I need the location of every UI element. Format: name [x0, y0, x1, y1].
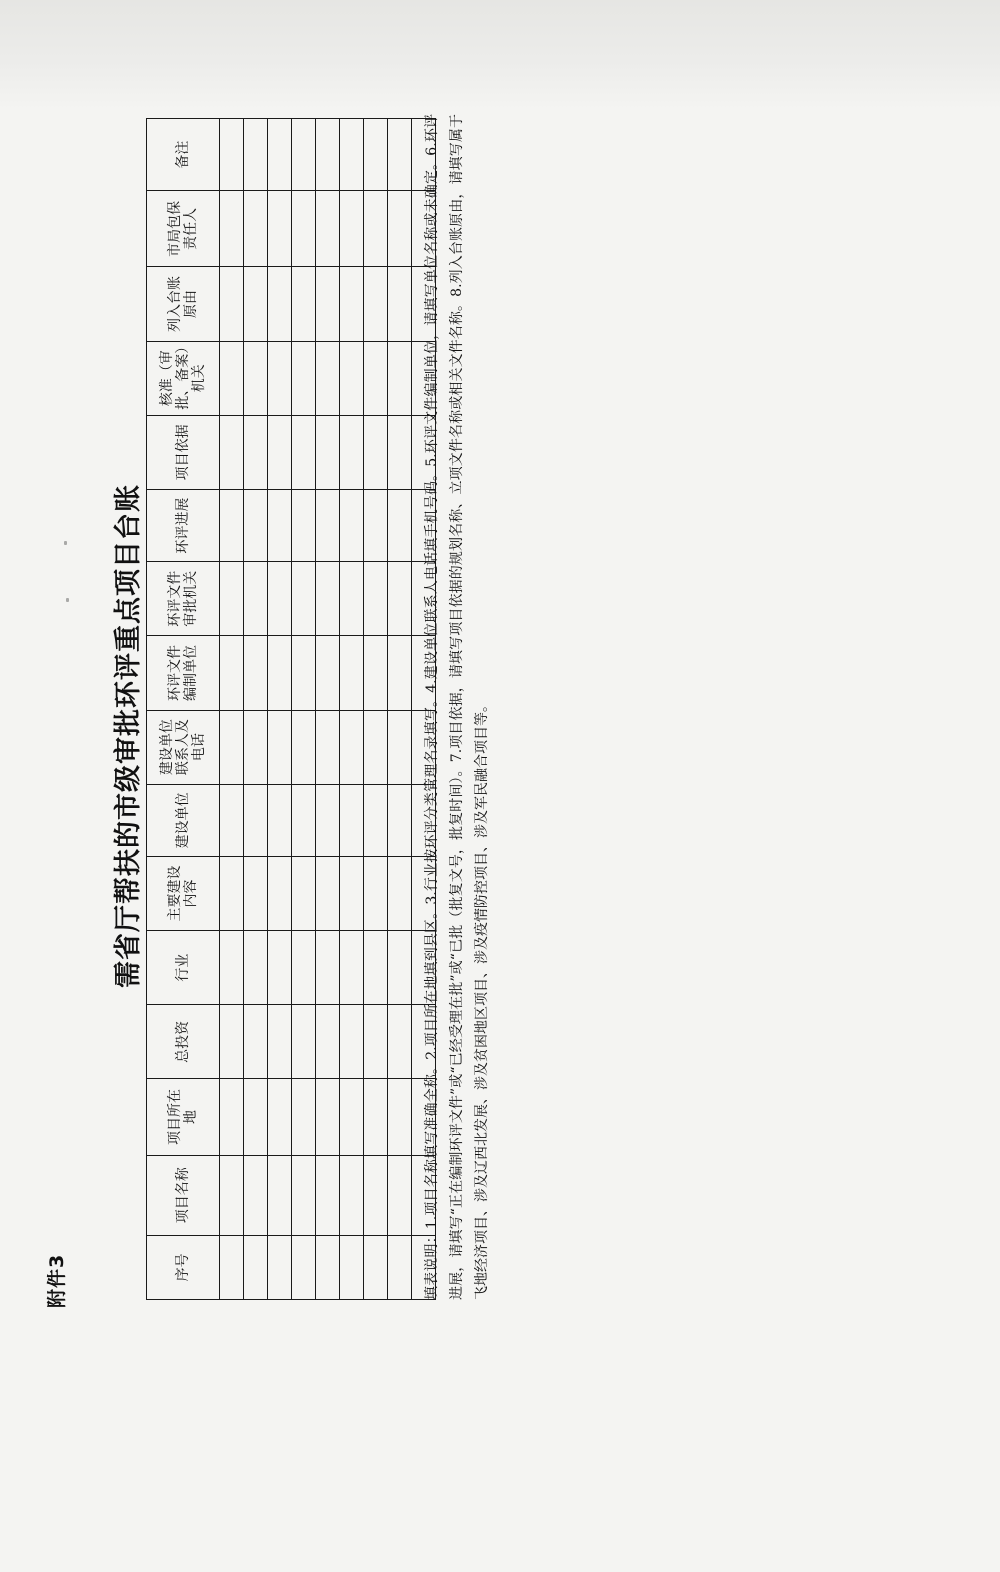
- table-cell: [244, 1235, 268, 1299]
- table-cell: [340, 784, 364, 856]
- table-cell: [244, 636, 268, 710]
- table-cell: [364, 341, 388, 415]
- table-cell: [388, 1235, 412, 1299]
- document-title: 需省厅帮扶的市级审批环评重点项目台账: [113, 484, 144, 988]
- table-cell: [220, 1079, 244, 1155]
- column-header-project-basis: 项目依据: [147, 415, 220, 489]
- table-cell: [340, 119, 364, 191]
- table-cell: [268, 1235, 292, 1299]
- ledger-table: [146, 118, 436, 1300]
- table-cell: [244, 191, 268, 267]
- table-cell: [220, 267, 244, 341]
- table-cell: [220, 341, 244, 415]
- table-cell: [316, 931, 340, 1005]
- table-cell: [316, 636, 340, 710]
- table-cell: [292, 489, 316, 561]
- column-header-project-name: 项目名称: [147, 1155, 220, 1235]
- column-header-eia-approver: 环评文件审批机关: [147, 562, 220, 636]
- table-cell: [388, 341, 412, 415]
- table-cell: [388, 489, 412, 561]
- table-row: [340, 119, 364, 1300]
- table-cell: [268, 784, 292, 856]
- table-cell: [268, 562, 292, 636]
- table-cell: [292, 1005, 316, 1079]
- table-cell: [244, 341, 268, 415]
- column-header-eia-progress: 环评进展: [147, 489, 220, 561]
- table-body: [220, 119, 436, 1300]
- table-cell: [340, 636, 364, 710]
- table-cell: [340, 710, 364, 784]
- table-cell: [364, 1005, 388, 1079]
- table-cell: [388, 931, 412, 1005]
- table-cell: [388, 1155, 412, 1235]
- column-header-listing-reason: 列入台账原由: [147, 267, 220, 341]
- column-header-project-location: 项目所在地: [147, 1079, 220, 1155]
- table-cell: [292, 119, 316, 191]
- table-cell: [364, 1079, 388, 1155]
- table-cell: [388, 710, 412, 784]
- table-cell: [340, 341, 364, 415]
- table-cell: [268, 856, 292, 930]
- table-cell: [220, 415, 244, 489]
- attachment-label: 附件3: [46, 1253, 68, 1308]
- table-cell: [268, 710, 292, 784]
- table-cell: [244, 562, 268, 636]
- table-cell: [220, 1005, 244, 1079]
- table-cell: [244, 267, 268, 341]
- table-cell: [292, 931, 316, 1005]
- table-cell: [340, 1155, 364, 1235]
- table-row: [388, 119, 412, 1300]
- table-cell: [364, 1235, 388, 1299]
- table-cell: [244, 1079, 268, 1155]
- column-header-contact: 建设单位联系人及电话: [147, 710, 220, 784]
- table-cell: [316, 489, 340, 561]
- table-cell: [340, 415, 364, 489]
- table-cell: [316, 341, 340, 415]
- table-cell: [364, 415, 388, 489]
- table-cell: [244, 931, 268, 1005]
- table-cell: [364, 191, 388, 267]
- table-cell: [388, 784, 412, 856]
- filling-instructions: 填表说明：1.项目名称填写准确全称。2.项目所在地填到县区。3.行业按环评分类管理名录填写。4.建设单位联系人电话填手机号码。5.环评文件编制单位，请填写单位名称或未确定。6.环评进展，请填写“正在编制环评文件”或“已经受理在批”或“已批（批复文号，批复时间）。7.项目依据，请填写项目依据的规划名称、立项文件名称或相关文件名称。8.列入台账原由，请填写属于飞地经济项目、涉及辽西北发展、涉及贫困地区项目、涉及疫情防控项目、涉及军民融合项目等。: [424, 114, 490, 1300]
- table-cell: [220, 489, 244, 561]
- table-row: [364, 119, 388, 1300]
- table-cell: [220, 931, 244, 1005]
- table-cell: [244, 784, 268, 856]
- table-cell: [316, 1235, 340, 1299]
- table-cell: [268, 119, 292, 191]
- table-cell: [292, 1155, 316, 1235]
- table-cell: [316, 562, 340, 636]
- table-cell: [388, 267, 412, 341]
- table-cell: [220, 1155, 244, 1235]
- table-cell: [316, 1155, 340, 1235]
- table-cell: [388, 856, 412, 930]
- table-cell: [268, 415, 292, 489]
- table-cell: [220, 1235, 244, 1299]
- table-cell: [220, 636, 244, 710]
- column-header-approval-authority: 核准（审批、备案）机关: [147, 341, 220, 415]
- table-cell: [244, 119, 268, 191]
- table-cell: [340, 856, 364, 930]
- table-cell: [244, 1005, 268, 1079]
- table-cell: [316, 415, 340, 489]
- table-cell: [244, 489, 268, 561]
- table-cell: [220, 784, 244, 856]
- table-row: [268, 119, 292, 1300]
- table-cell: [220, 856, 244, 930]
- table-cell: [292, 191, 316, 267]
- table-cell: [220, 119, 244, 191]
- table-cell: [340, 562, 364, 636]
- table-cell: [364, 562, 388, 636]
- table-cell: [388, 191, 412, 267]
- table-cell: [388, 636, 412, 710]
- table-cell: [244, 415, 268, 489]
- table-cell: [220, 710, 244, 784]
- column-header-eia-compiler: 环评文件编制单位: [147, 636, 220, 710]
- table-cell: [340, 931, 364, 1005]
- rotated-landscape-page: [0, 86, 900, 1486]
- table-cell: [316, 267, 340, 341]
- table-cell: [340, 1005, 364, 1079]
- table-cell: [364, 267, 388, 341]
- table-cell: [388, 562, 412, 636]
- table-row: [316, 119, 340, 1300]
- table-cell: [268, 1155, 292, 1235]
- table-cell: [268, 267, 292, 341]
- table-cell: [292, 415, 316, 489]
- table-cell: [316, 1005, 340, 1079]
- table-cell: [244, 1155, 268, 1235]
- column-header-responsible-person: 市局包保责任人: [147, 191, 220, 267]
- table-cell: [364, 784, 388, 856]
- column-header-industry: 行业: [147, 931, 220, 1005]
- column-header-total-investment: 总投资: [147, 1005, 220, 1079]
- table-cell: [292, 710, 316, 784]
- table-cell: [220, 562, 244, 636]
- column-header-remarks: 备注: [147, 119, 220, 191]
- table-cell: [292, 1079, 316, 1155]
- table-cell: [268, 1005, 292, 1079]
- table-cell: [388, 1079, 412, 1155]
- table-cell: [364, 710, 388, 784]
- table-cell: [364, 119, 388, 191]
- table-cell: [316, 784, 340, 856]
- table-cell: [316, 710, 340, 784]
- table-cell: [340, 1079, 364, 1155]
- table-cell: [316, 856, 340, 930]
- table-cell: [220, 191, 244, 267]
- table-cell: [388, 119, 412, 191]
- table-cell: [292, 784, 316, 856]
- table-cell: [292, 856, 316, 930]
- column-header-construction-unit: 建设单位: [147, 784, 220, 856]
- table-cell: [268, 489, 292, 561]
- table-cell: [268, 341, 292, 415]
- table-cell: [316, 119, 340, 191]
- table-cell: [268, 931, 292, 1005]
- table-cell: [388, 1005, 412, 1079]
- table-header-row: [147, 119, 220, 1300]
- table-cell: [244, 856, 268, 930]
- table-cell: [364, 489, 388, 561]
- table-cell: [316, 1079, 340, 1155]
- table-cell: [364, 856, 388, 930]
- column-header-main-content: 主要建设内容: [147, 856, 220, 930]
- table-cell: [340, 1235, 364, 1299]
- table-cell: [364, 931, 388, 1005]
- table-cell: [292, 1235, 316, 1299]
- table-cell: [340, 489, 364, 561]
- table-cell: [268, 191, 292, 267]
- table-cell: [340, 191, 364, 267]
- table-cell: [364, 636, 388, 710]
- table-row: [220, 119, 244, 1300]
- table-cell: [316, 191, 340, 267]
- table-cell: [364, 1155, 388, 1235]
- table-cell: [292, 341, 316, 415]
- table-cell: [340, 267, 364, 341]
- table-cell: [268, 636, 292, 710]
- table-cell: [292, 267, 316, 341]
- table-cell: [292, 636, 316, 710]
- table-cell: [244, 710, 268, 784]
- table-cell: [268, 1079, 292, 1155]
- table-row: [244, 119, 268, 1300]
- column-header-serial: 序号: [147, 1235, 220, 1299]
- table-cell: [292, 562, 316, 636]
- table-row: [292, 119, 316, 1300]
- table-cell: [388, 415, 412, 489]
